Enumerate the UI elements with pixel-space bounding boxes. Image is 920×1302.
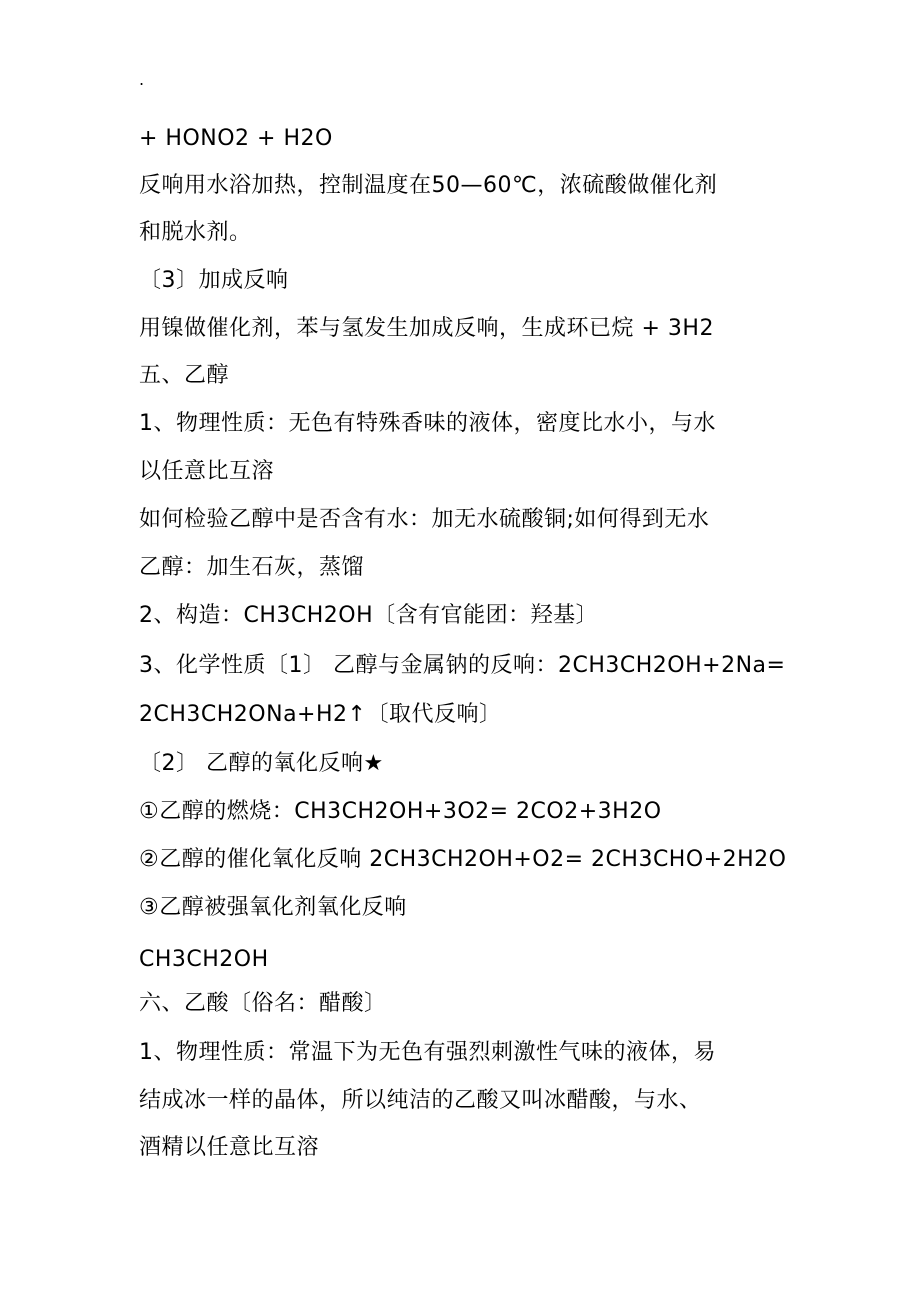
text-line: 2CH3CH2ONa+H2↑〔取代反响〕 xyxy=(139,702,502,727)
text-line: ①乙醇的燃烧：CH3CH2OH+3O2= 2CO2+3H2O xyxy=(139,799,662,824)
text-line: 和脱水剂。 xyxy=(139,220,252,245)
section-heading: 六、乙酸〔俗名：醋酸〕 xyxy=(139,991,387,1016)
text-line: ②乙醇的催化氧化反响 2CH3CH2OH+O2= 2CH3CHO+2H2O xyxy=(139,847,787,872)
text-line: + HONO2 + H2O xyxy=(139,126,333,151)
text-line: 1、物理性质：无色有特殊香味的液体，密度比水小，与水 xyxy=(139,411,716,436)
text-line: ③乙醇被强氧化剂氧化反响 xyxy=(139,895,407,920)
section-heading: 〔2〕 乙醇的氧化反响★ xyxy=(139,751,384,776)
text-line: 用镍做催化剂，苯与氢发生加成反响，生成环已烷 + 3H2 xyxy=(139,316,714,341)
section-heading: 五、乙醇 xyxy=(139,363,230,388)
text-line: 结成冰一样的晶体，所以纯洁的乙酸又叫冰醋酸，与水、 xyxy=(139,1088,702,1113)
text-line: 反响用水浴加热，控制温度在50—60℃，浓硫酸做催化剂 xyxy=(139,173,718,198)
text-line: 如何检验乙醇中是否含有水：加无水硫酸铜;如何得到无水 xyxy=(139,507,710,532)
page-marker: . xyxy=(139,70,145,89)
text-line: 酒精以任意比互溶 xyxy=(139,1135,320,1160)
text-line: 1、物理性质：常温下为无色有强烈刺激性气味的液体，易 xyxy=(139,1040,716,1065)
text-line: 乙醇：加生石灰，蒸馏 xyxy=(139,555,365,580)
text-line: 3、化学性质〔1〕 乙醇与金属钠的反响：2CH3CH2OH+2Na= xyxy=(139,653,786,678)
text-line: CH3CH2OH xyxy=(139,947,269,972)
section-heading: 〔3〕加成反响 xyxy=(139,268,289,293)
text-line: 以任意比互溶 xyxy=(139,459,275,484)
text-line: 2、构造：CH3CH2OH〔含有官能团：羟基〕 xyxy=(139,603,599,628)
